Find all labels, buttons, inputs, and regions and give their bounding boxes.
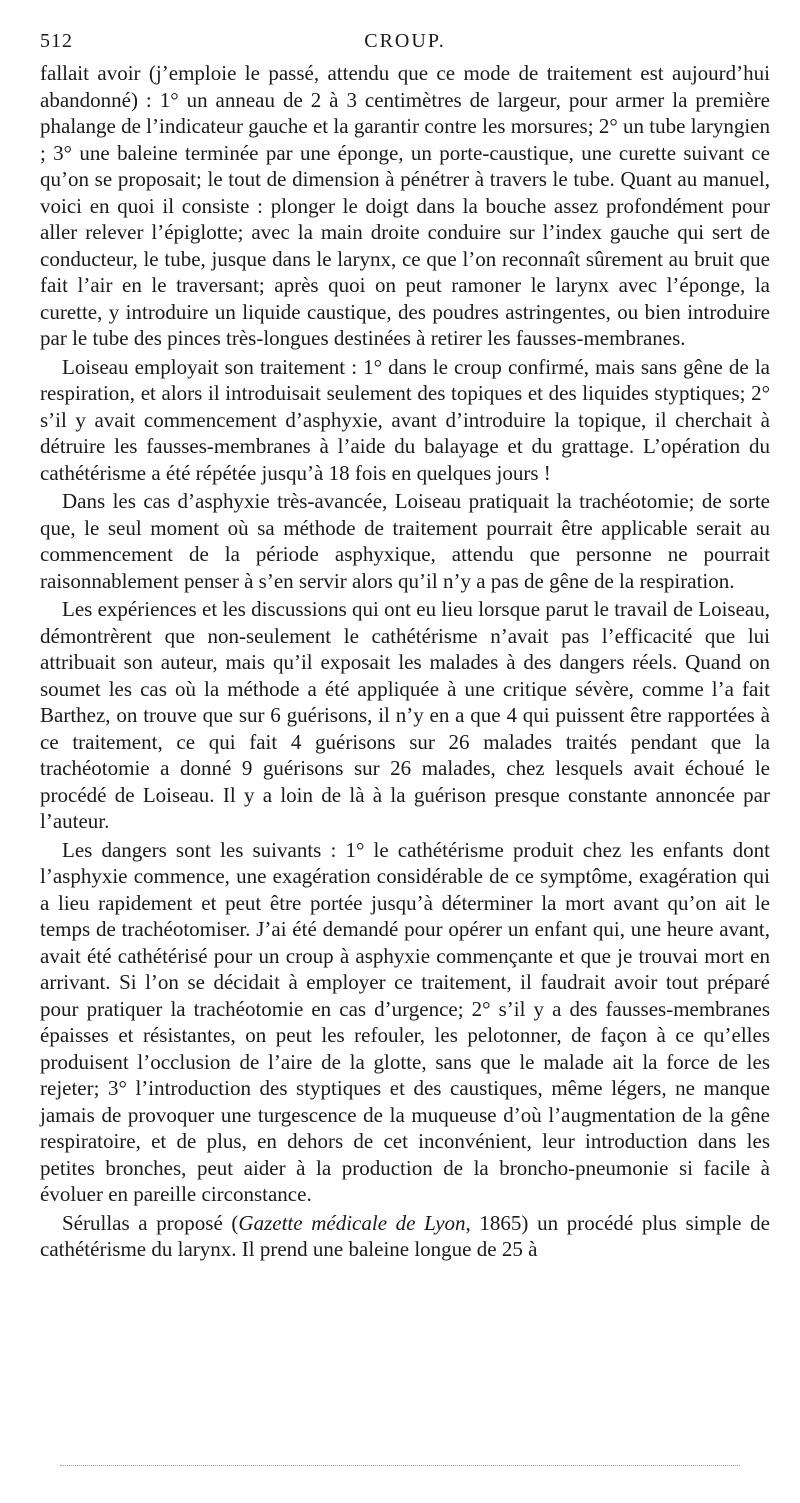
page-number: 512 bbox=[40, 30, 73, 52]
page-header bbox=[40, 30, 770, 60]
paragraph-loiseau-treatment: Loiseau employait son traitement : 1° dans le croup confirmé, mais sans gêne de la respiration, et alors il introduisait seulement des topiques et des liquides styptiques; 2° s’il y avait commencement d’asphyxie, avant d’introduire la topique, il cherchait à détruire les fausses-membranes à l’aide du balayage et du grattage. L’opération du cathétérisme a été répétée jusqu’à 18 fois en quelques jours ! bbox=[40, 354, 770, 485]
footer-rule bbox=[60, 1465, 740, 1466]
running-head: CROUP. bbox=[364, 30, 446, 52]
body-text bbox=[40, 60, 770, 1263]
paragraph-experiences: Les expériences et les discussions qui ont eu lieu lorsque parut le travail de Loiseau, démontrèrent que non-seulement le cathétérisme n’avait pas l’efficacité que lui attribuait son auteur, mais qu’il exposait les malades à des dangers réels. Quand on soumet les cas où la méthode a été appliquée à une critique sévère, comme l’a fait Barthez, on trouve que sur 6 guérisons, il n’y en a que 4 qui puissent être rapportées à ce traitement, ce qui fait 4 guérisons sur 26 malades traités pendant que la trachéotomie a donné 9 guérisons sur 26 malades, chez lesquels avait échoué le procédé de Loiseau. Il y a loin de là à la guérison presque constante annoncée par l’auteur. bbox=[40, 597, 770, 833]
paragraph-advanced-asphyxia: Dans les cas d’asphyxie très-avancée, Loiseau pratiquait la trachéotomie; de sorte que, le seul moment où sa méthode de traitement pourrait être applicable serait au commencement de la période asphyxique, attendu que personne ne pourrait raisonnablement penser à s’en servir alors qu’il n’y a pas de gêne de la respiration. bbox=[40, 489, 770, 593]
citation-journal: Gazette médicale de Lyon bbox=[238, 1210, 466, 1235]
book-page bbox=[40, 30, 770, 1265]
paragraph-dangers: Les dangers sont les suivants : 1° le cathétérisme produit chez les enfants dont l’asphyxie commence, une exagération considérable de ce symptôme, exagération qui a lieu rapidement et peut être portée jusqu’à déterminer la mort avant qu’on ait le temps de trachéotomiser. J’ai été demandé pour opérer un enfant qui, une heure avant, avait été cathétérisé pour un croup à asphyxie commençante et que je trouvai mort en arrivant. Si l’on se décidait à employer ce traitement, il faudrait avoir tout préparé pour pratiquer la trachéotomie en cas d’urgence; 2° s’il y a des fausses-membranes épaisses et résistantes, on peut les refouler, les pelotonner, de façon à ce qu’elles produisent l’occlusion de l’aire de la glotte, sans que le malade ait la force de les rejeter; 3° l’introduction des styptiques et des caustiques, même légers, ne manque jamais de provoquer une turgescence de la muqueuse d’où l’augmentation de la gêne respiratoire, et de plus, en dehors de cet inconvénient, leur introduction dans les petites bronches, peut aider à la production de la broncho-pneumonie si facile à évoluer en pareille circonstance. bbox=[40, 837, 770, 1206]
paragraph-continuation: fallait avoir (j’emploie le passé, attendu que ce mode de traitement est aujourd’hui abandonné) : 1° un anneau de 2 à 3 centimètres de largeur, pour armer la première phalange de l’indicateur gauche et la garantir contre les morsures; 2° un tube laryngien ; 3° une baleine terminée par une éponge, un porte-caustique, une curette suivant ce qu’on se proposait; le tout de dimension à pénétrer à travers le tube. Quant au manuel, voici en quoi il consiste : plonger le doigt dans la bouche assez profondément pour aller relever l’épiglotte; avec la main droite conduire sur l’index gauche qui sert de conducteur, le tube, jusque dans le larynx, ce que l’on reconnaît sûrement au bruit que fait l’air en le traversant; après quoi on peut ramoner le larynx avec l’éponge, la curette, y introduire un liquide caustique, des poudres astringentes, ou bien introduire par le tube des pinces très-longues destinées à retirer les fausses-membranes. bbox=[40, 61, 770, 350]
text-after-citation: , 1865) un procédé plus simple de cathétérisme du larynx. Il prend une baleine longue de 25 à bbox=[40, 1210, 770, 1261]
paragraph-serullas bbox=[40, 1210, 770, 1263]
text-before-citation: Sérullas a proposé ( bbox=[62, 1210, 239, 1235]
